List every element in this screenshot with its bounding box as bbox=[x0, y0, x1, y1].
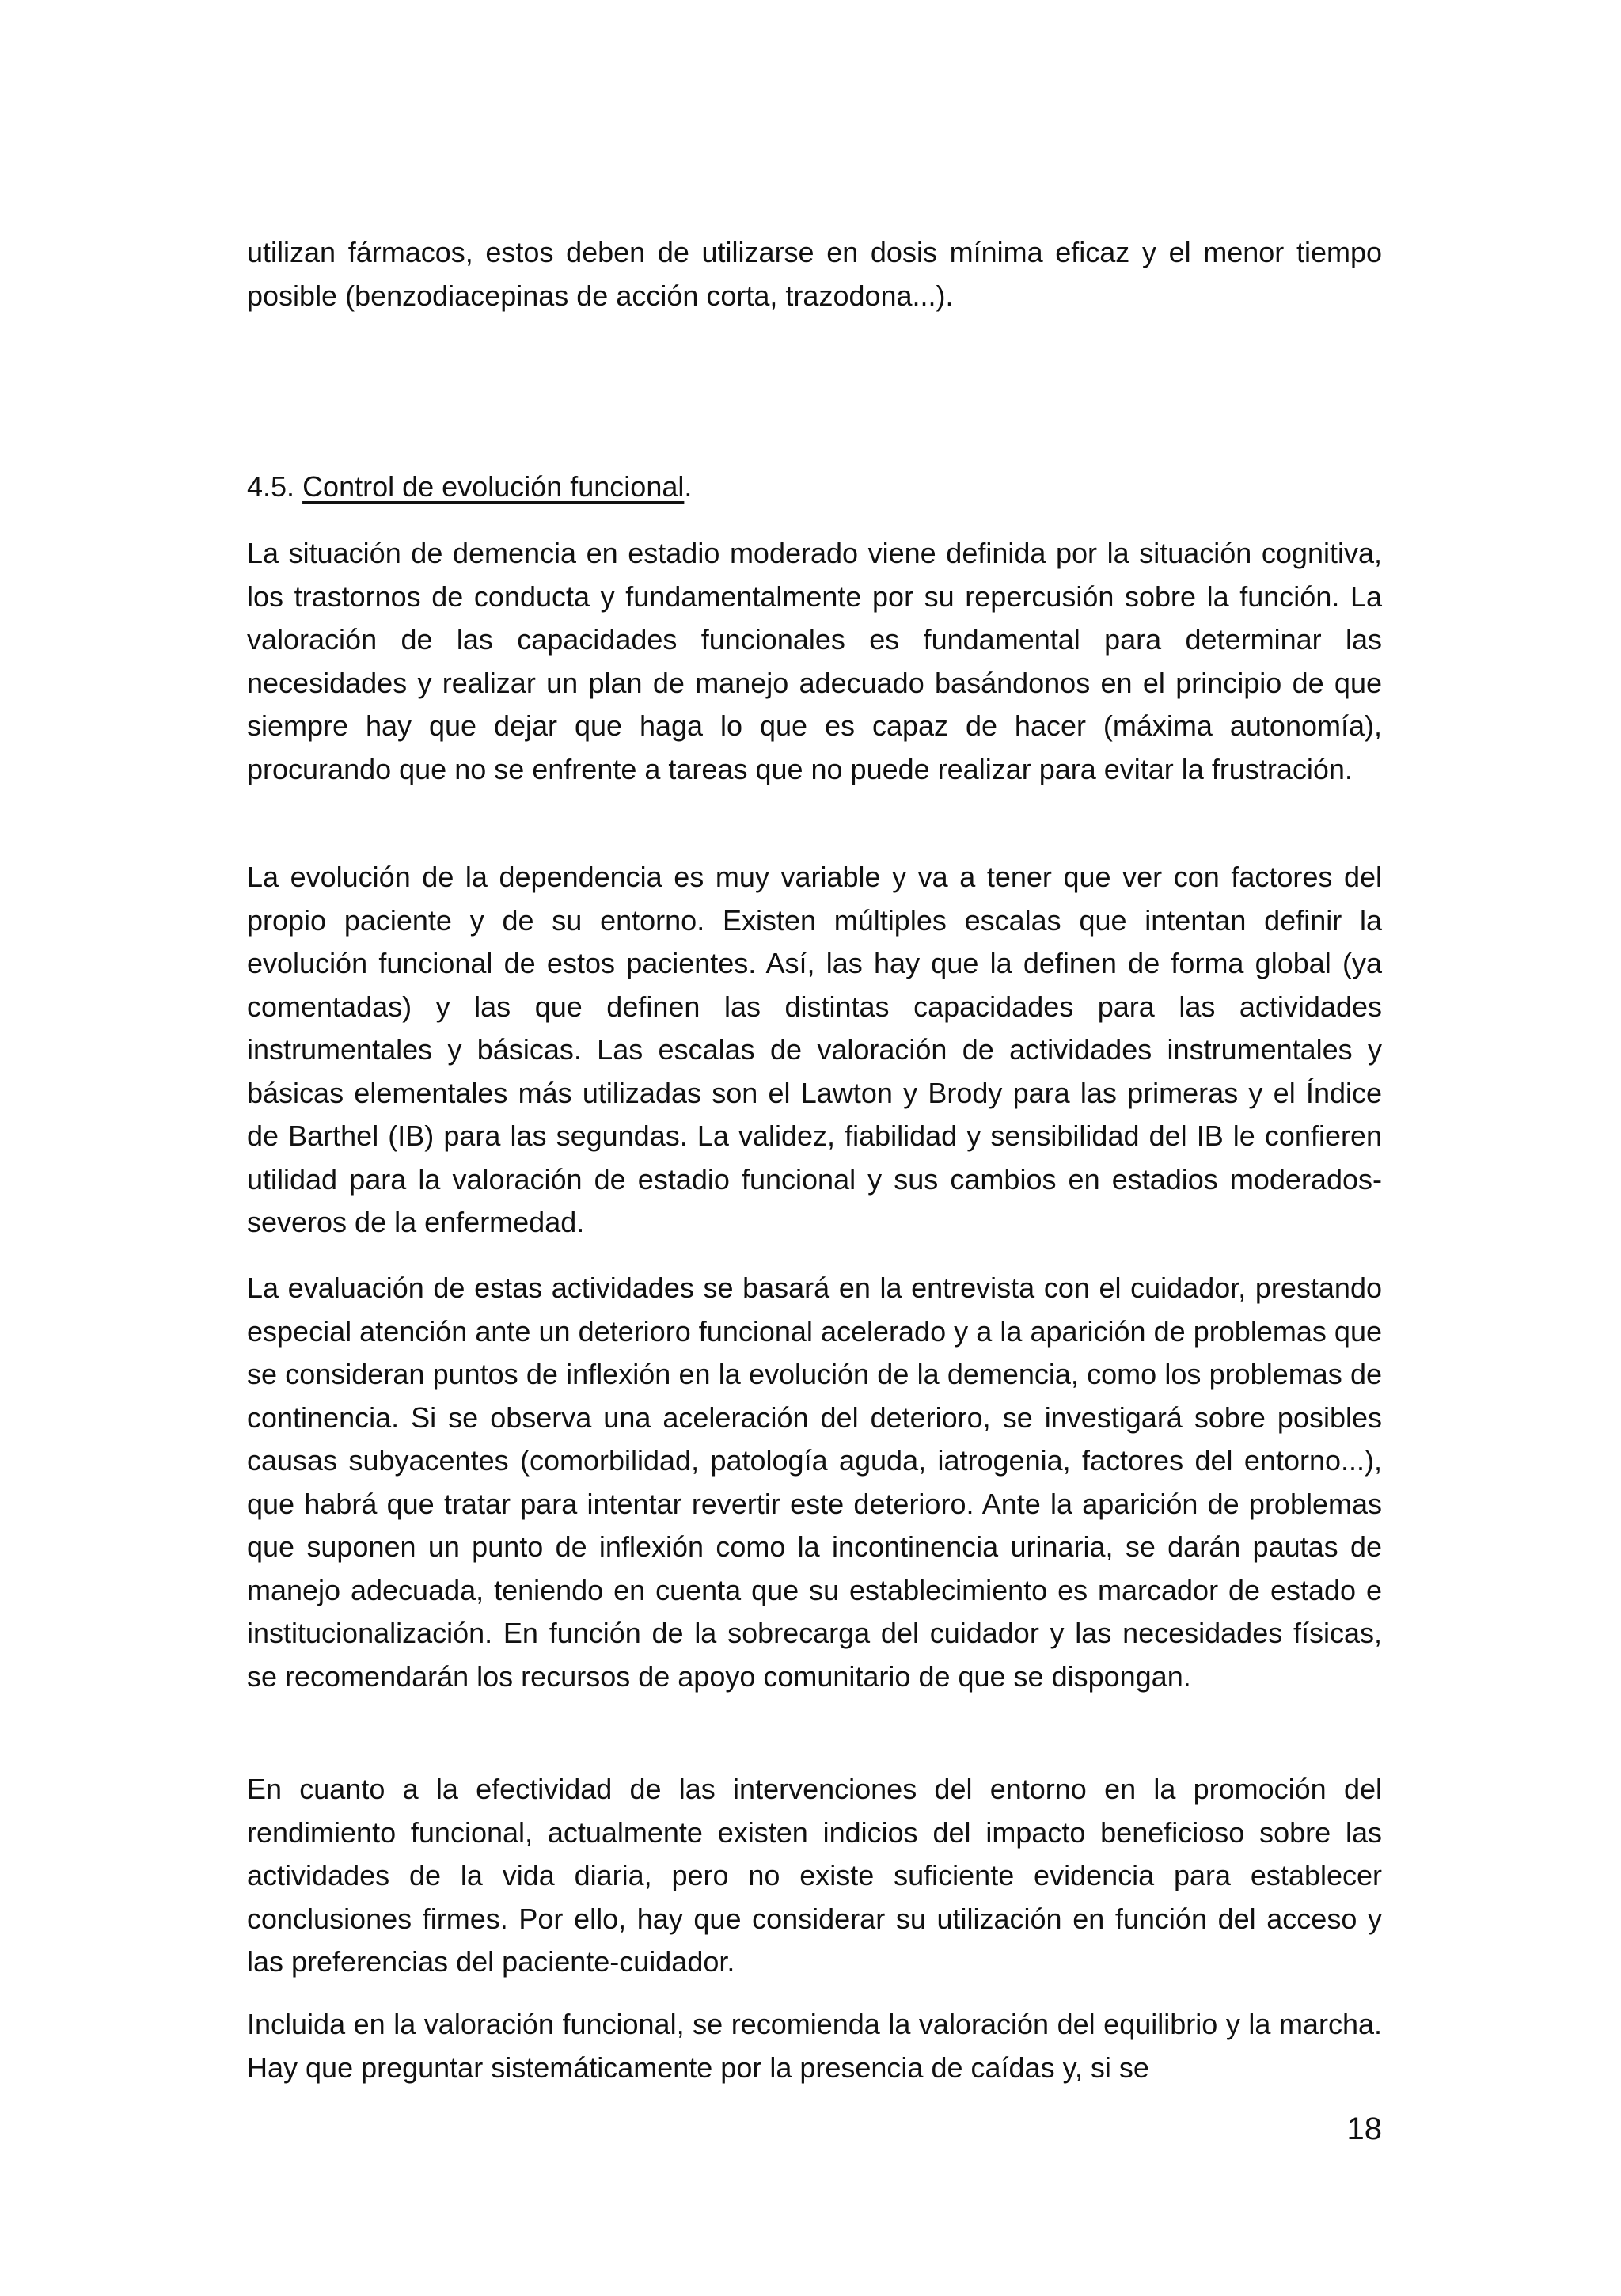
body-paragraph: La situación de demencia en estadio moderado viene definida por la situación cognitiva, los trastornos de conducta y fundamentalmente por su repercusión sobre la función. La valoración de las capacidades funcionales es fundamental para determinar las necesidades y realizar un plan de manejo adecuado basándonos en el principio de que siempre hay que dejar que haga lo que es capaz de hacer (máxima autonomía), procurando que no se enfrente a tareas que no puede realizar para evitar la frustración. bbox=[247, 537, 1382, 785]
body-paragraph: La evaluación de estas actividades se basará en la entrevista con el cuidador, prestando especial atención ante un deterioro funcional acelerado y a la aparición de problemas que se consideran puntos de inflexión en la evolución de la demencia, como los problemas de continencia. Si se observa una aceleración del deterioro, se investigará sobre posibles causas subyacentes (comorbilidad, patología aguda, iatrogenia, factores del entorno...), que habrá que tratar para intentar revertir este deterioro. Ante la aparición de problemas que suponen un punto de inflexión como la incontinencia urinaria, se darán pautas de manejo adecuada, teniendo en cuenta que su establecimiento es marcador de estado e institucionalización. En función de la sobrecarga del cuidador y las necesidades físicas, se recomendarán los recursos de apoyo comunitario de que se dispongan. bbox=[247, 1272, 1382, 1693]
section-title-trailing: . bbox=[684, 470, 693, 503]
section-title: Control de evolución funcional bbox=[302, 470, 685, 503]
section-heading bbox=[247, 466, 692, 509]
page-number: 18 bbox=[1346, 2112, 1382, 2146]
body-paragraph: La evolución de la dependencia es muy variable y va a tener que ver con factores del propio paciente y de su entorno. Existen múltiples escalas que intentan definir la evolución funcional de estos pacientes. Así, las hay que la definen de forma global (ya comentadas) y las que definen las distintas capacidades para las actividades instrumentales y básicas. Las escalas de valoración de actividades instrumentales y básicas elementales más utilizadas son el Lawton y Brody para las primeras y el Índice de Barthel (IB) para las segundas. La validez, fiabilidad y sensibilidad del IB le confieren utilidad para la valoración de estadio funcional y sus cambios en estadios moderados-severos de la enfermedad. bbox=[247, 861, 1382, 1238]
section-number: 4.5. bbox=[247, 470, 303, 503]
body-paragraph: En cuanto a la efectividad de las intervenciones del entorno en la promoción del rendimiento funcional, actualmente existen indicios del impacto beneficioso sobre las actividades de la vida diaria, pero no existe suficiente evidencia para establecer conclusiones firmes. Por ello, hay que considerar su utilización en función del acceso y las preferencias del paciente-cuidador. bbox=[247, 1773, 1382, 1978]
intro-paragraph: utilizan fármacos, estos deben de utilizarse en dosis mínima eficaz y el menor tiempo posible (benzodiacepinas de acción corta, trazodona...). bbox=[247, 236, 1382, 312]
body-paragraph: Incluida en la valoración funcional, se recomienda la valoración del equilibrio y la marcha. Hay que preguntar sistemáticamente por la presencia de caídas y, si se bbox=[247, 2008, 1382, 2084]
